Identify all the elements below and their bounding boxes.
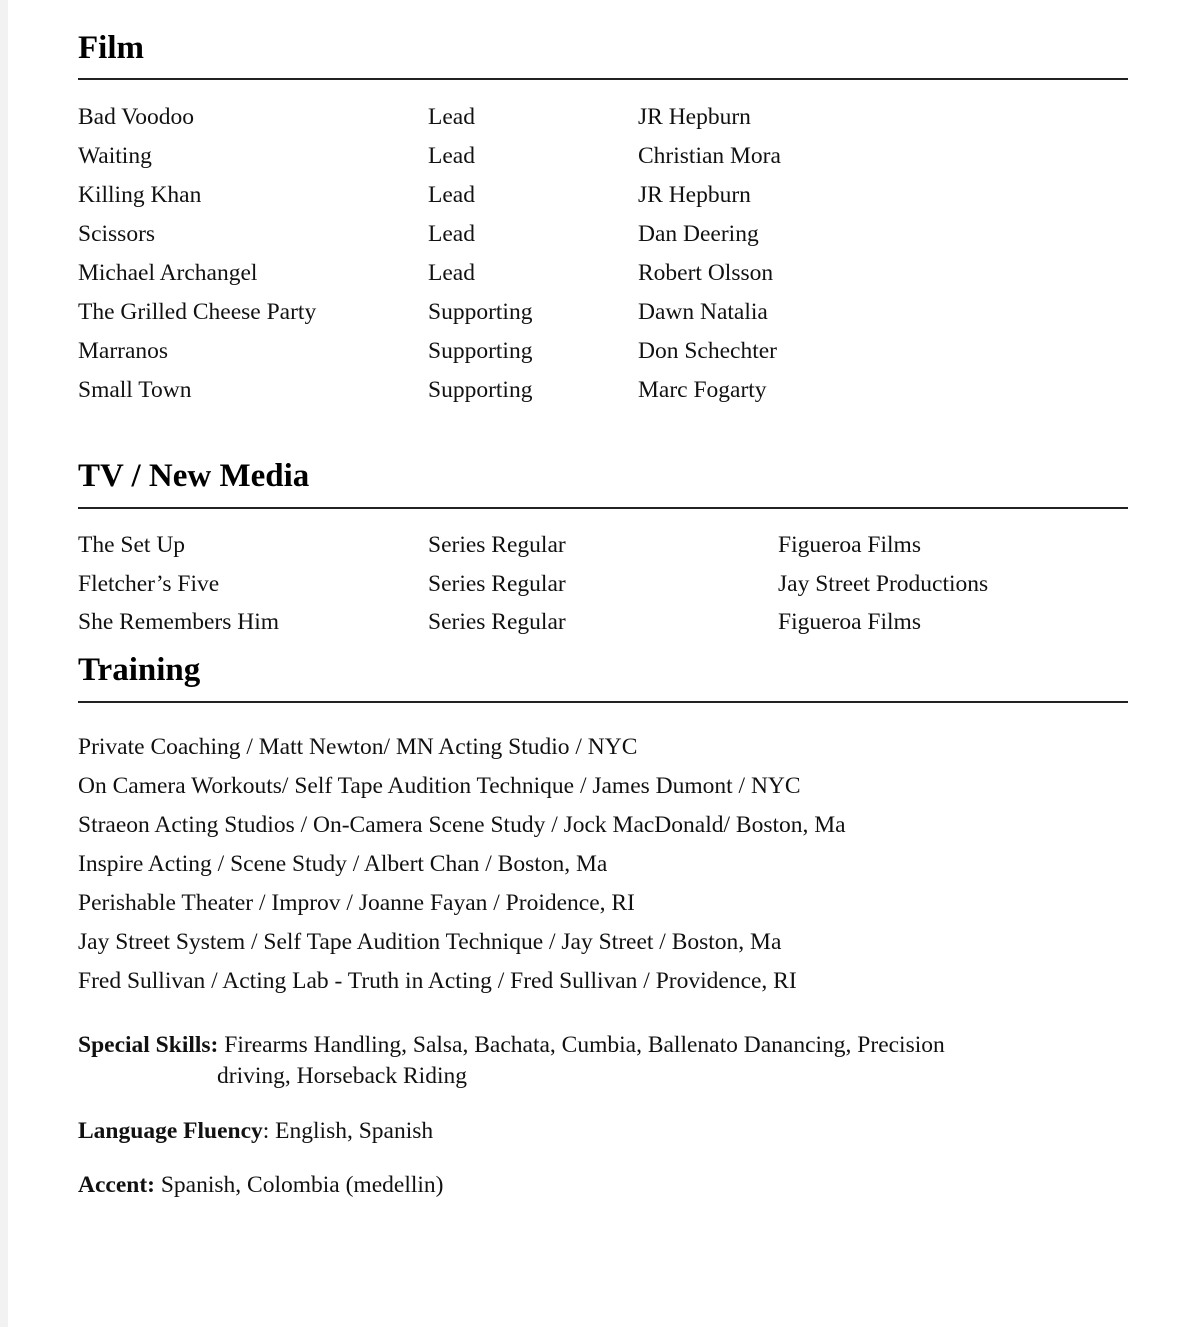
special-skills-value: Firearms Handling, Salsa, Bachata, Cumbia, Ballenato Danancing, Precision bbox=[218, 1032, 945, 1058]
film-director: JR Hepburn bbox=[638, 104, 751, 130]
list-item: Fred Sullivan / Acting Lab - Truth in Acting / Fred Sullivan / Providence, RI bbox=[78, 968, 797, 994]
film-divider bbox=[78, 78, 1128, 80]
film-title: Killing Khan bbox=[78, 182, 202, 208]
film-director: Robert Olsson bbox=[638, 260, 774, 286]
film-director: Don Schechter bbox=[638, 338, 777, 364]
film-role: Lead bbox=[428, 221, 475, 247]
tv-role: Series Regular bbox=[428, 532, 566, 558]
film-title: Waiting bbox=[78, 143, 152, 169]
list-item: On Camera Workouts/ Self Tape Audition Technique / James Dumont / NYC bbox=[78, 773, 801, 799]
tv-heading: TV / New Media bbox=[78, 458, 310, 494]
tv-divider bbox=[78, 507, 1128, 509]
language-label: Language Fluency bbox=[78, 1118, 263, 1144]
tv-company: Figueroa Films bbox=[778, 532, 921, 558]
tv-role: Series Regular bbox=[428, 570, 566, 597]
page-edge bbox=[0, 0, 8, 1327]
film-role: Supporting bbox=[428, 299, 533, 325]
accent bbox=[78, 1170, 443, 1201]
special-skills-label: Special Skills: bbox=[78, 1032, 219, 1058]
film-role: Lead bbox=[428, 182, 475, 208]
film-director: Dawn Natalia bbox=[638, 299, 768, 325]
list-item: Private Coaching / Matt Newton/ MN Acting Studio / NYC bbox=[78, 734, 638, 760]
film-title: Small Town bbox=[78, 377, 192, 403]
list-item: Inspire Acting / Scene Study / Albert Chan / Boston, Ma bbox=[78, 851, 608, 877]
training-list bbox=[78, 728, 846, 1001]
list-item: Straeon Acting Studios / On-Camera Scene Study / Jock MacDonald/ Boston, Ma bbox=[78, 812, 846, 838]
film-title: The Grilled Cheese Party bbox=[78, 299, 317, 325]
special-skills-continued: driving, Horseback Riding bbox=[217, 1063, 467, 1089]
special-skills bbox=[78, 1030, 945, 1092]
film-title: Marranos bbox=[78, 338, 169, 364]
tv-title: She Remembers Him bbox=[78, 609, 280, 635]
film-role: Supporting bbox=[428, 338, 533, 364]
tv-title: Fletcher’s Five bbox=[78, 570, 220, 597]
film-role: Lead bbox=[428, 143, 475, 169]
film-director: Christian Mora bbox=[638, 143, 781, 169]
tv-role: Series Regular bbox=[428, 609, 566, 635]
accent-label: Accent: bbox=[78, 1172, 155, 1198]
film-role: Supporting bbox=[428, 377, 533, 403]
list-item: Jay Street System / Self Tape Audition Technique / Jay Street / Boston, Ma bbox=[78, 929, 782, 955]
accent-value: Spanish, Colombia (medellin) bbox=[154, 1172, 444, 1198]
film-director: Marc Fogarty bbox=[638, 377, 767, 403]
tv-company: Figueroa Films bbox=[778, 609, 921, 635]
language-value: : English, Spanish bbox=[262, 1118, 434, 1144]
language-fluency bbox=[78, 1116, 433, 1147]
tv-title: The Set Up bbox=[78, 532, 186, 558]
film-director: Dan Deering bbox=[638, 221, 759, 247]
training-divider bbox=[78, 701, 1128, 703]
film-role: Lead bbox=[428, 104, 475, 130]
film-title: Scissors bbox=[78, 221, 156, 247]
film-heading: Film bbox=[78, 30, 144, 66]
film-title: Bad Voodoo bbox=[78, 104, 194, 130]
film-director: JR Hepburn bbox=[638, 182, 751, 208]
training-heading: Training bbox=[78, 652, 201, 688]
tv-company: Jay Street Productions bbox=[778, 570, 989, 597]
film-role: Lead bbox=[428, 260, 475, 286]
list-item: Perishable Theater / Improv / Joanne Fayan / Proidence, RI bbox=[78, 890, 635, 916]
film-title: Michael Archangel bbox=[78, 260, 258, 286]
